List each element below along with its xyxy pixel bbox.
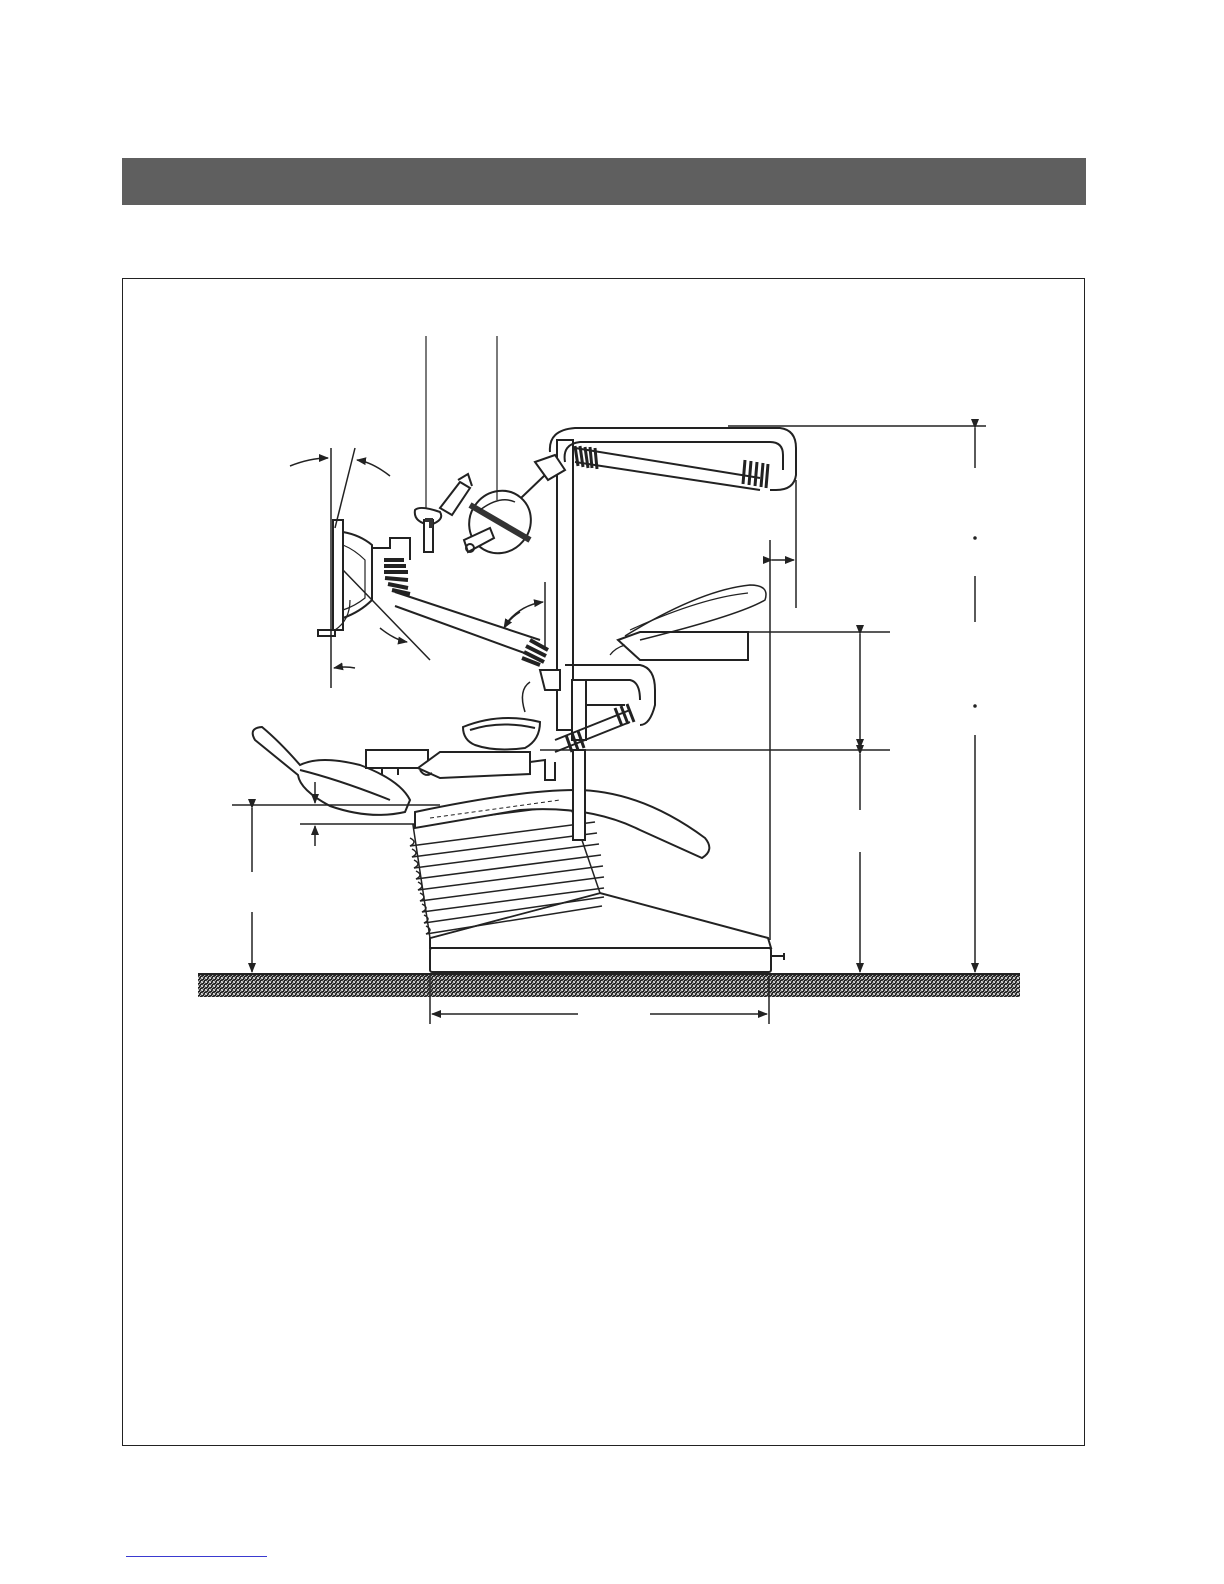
chair-backrest [253,727,410,815]
operatory-light [456,478,543,566]
monitor-arm [384,560,548,665]
floor [198,974,1020,997]
footer-link[interactable] [126,1556,267,1557]
dimension-monitor-tilt [290,448,430,688]
delivery-tray [418,752,555,780]
dimension-overall-height [728,426,986,972]
assistant-tray [610,585,766,660]
cuspidor [463,682,540,749]
unit-post [557,440,585,840]
light-arm [498,428,796,520]
dimension-seat-height [232,782,440,972]
dimension-arm-offset [770,480,796,940]
light-arm-joint-right [743,460,768,488]
